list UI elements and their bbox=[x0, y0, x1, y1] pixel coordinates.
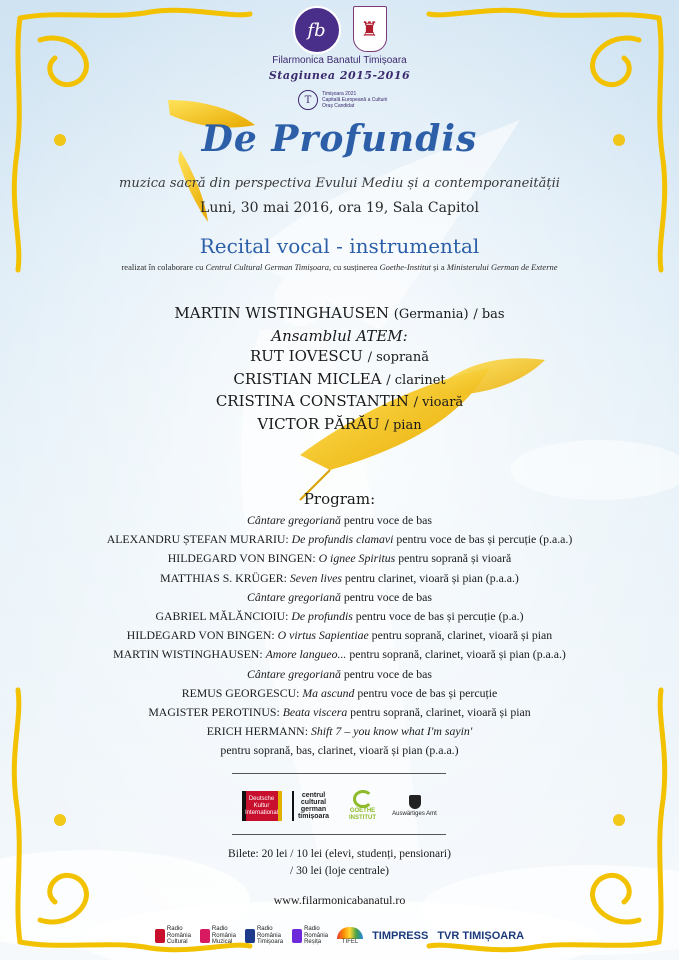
program-item bbox=[0, 607, 679, 626]
piece-scoring: pentru voce de bas bbox=[340, 589, 432, 604]
program-item bbox=[0, 569, 679, 588]
radio-line: România bbox=[211, 932, 236, 939]
collab-partner: Ministerului German de Externe bbox=[446, 262, 558, 272]
goethe-ring-icon bbox=[353, 790, 373, 808]
collab-partner: Centrul Cultural German Timișoara bbox=[205, 262, 329, 272]
program-item bbox=[0, 549, 679, 568]
performer-name: MARTIN WISTINGHAUSEN bbox=[174, 304, 389, 322]
radio-line: Radio bbox=[304, 926, 320, 933]
ccgt-logo bbox=[292, 791, 334, 821]
radio-line: Cultural bbox=[166, 939, 188, 946]
piece-scoring: pentru soprană, clarinet, vioară și pian bbox=[368, 628, 553, 643]
timisoara-2021-logo bbox=[298, 83, 408, 117]
website-link[interactable]: www.filarmonicabanatul.ro bbox=[273, 893, 406, 907]
radio-line: Radio bbox=[211, 926, 228, 933]
aa-text: Auswärtiges Amt bbox=[392, 810, 437, 817]
performer-name: VICTOR PĂRĂU bbox=[257, 414, 380, 433]
auswaertiges-amt-logo bbox=[392, 791, 438, 821]
city-crest-icon bbox=[353, 6, 387, 52]
piece-scoring: pentru clarinet, vioară și pian (p.a.a.) bbox=[341, 570, 519, 585]
piece-scoring: pentru voce de bas și percuție (p.a.a.) bbox=[393, 532, 573, 547]
goethe-line: GOETHE bbox=[349, 808, 376, 814]
composer: MARTIN WISTINGHAUSEN: bbox=[113, 647, 266, 662]
composer: ALEXANDRU ȘTEFAN MURARIU: bbox=[106, 532, 292, 547]
radio-line: România bbox=[256, 932, 281, 939]
timisoara-mark-icon: T bbox=[298, 90, 318, 110]
piece-title: Ma ascund bbox=[302, 685, 355, 700]
collaboration-note bbox=[0, 262, 679, 272]
radio-icon bbox=[292, 929, 302, 943]
goethe-logo bbox=[344, 790, 382, 822]
piece-scoring: pentru soprană și vioară bbox=[395, 551, 512, 566]
piece-title: De profundis clamavi bbox=[291, 532, 394, 547]
tm-line-2: Capitală Europeană a Culturii bbox=[322, 97, 388, 103]
performer-role: / soprană bbox=[367, 350, 430, 365]
divider bbox=[232, 834, 446, 835]
piece-title: De profundis bbox=[291, 609, 353, 624]
piece-scoring: pentru soprană, clarinet, vioară și pian bbox=[347, 705, 531, 720]
performer-name: CRISTINA CONSTANTIN bbox=[215, 392, 409, 410]
performer-role: / vioară bbox=[413, 395, 464, 410]
composer: HILDEGARD VON BINGEN: bbox=[167, 551, 319, 566]
program-item-continued: pentru soprană, bas, clarinet, vioară și pian (p.a.a.) bbox=[220, 743, 459, 758]
performer-name: CRISTIAN MICLEA bbox=[233, 369, 382, 388]
radio-line: Muzical bbox=[211, 939, 233, 946]
event-subtitle: muzica sacră din perspectiva Evului Mediu și a contemporaneității bbox=[119, 176, 560, 191]
piece-title: Beata viscera bbox=[282, 705, 348, 720]
program-item bbox=[0, 665, 679, 684]
composer: ERICH HERMANN: bbox=[206, 724, 311, 739]
piece-scoring: pentru soprană, clarinet, vioară și pian (p.a.a.) bbox=[346, 647, 566, 662]
performer-role: / clarinet bbox=[386, 372, 446, 388]
piece-scoring: pentru voce de bas și percuție (p.a.) bbox=[352, 609, 524, 624]
composer: HILDEGARD VON BINGEN: bbox=[126, 628, 278, 643]
event-title: De Profundis bbox=[201, 118, 478, 160]
ccgt-line: german bbox=[300, 806, 327, 813]
media-partners bbox=[0, 925, 679, 947]
piece-title: O virtus Sapientiae bbox=[277, 628, 369, 643]
radio-romania-timisoara-logo bbox=[245, 926, 283, 946]
collab-text: și a bbox=[430, 262, 447, 272]
piece-scoring: pentru voce de bas bbox=[340, 513, 432, 527]
logo-glyph: fb bbox=[307, 19, 326, 41]
sponsor-logos bbox=[0, 785, 679, 827]
composer: MAGISTER PEROTINUS: bbox=[148, 705, 283, 720]
ticket-prices bbox=[0, 846, 679, 880]
org-name: Filarmonica Banatul Timișoara bbox=[272, 55, 407, 66]
ticket-line: / 30 lei (loje centrale) bbox=[290, 865, 389, 877]
program-item bbox=[0, 588, 679, 607]
radio-line: Reșița bbox=[304, 939, 322, 946]
piece-title: Seven lives bbox=[289, 570, 342, 585]
performer bbox=[0, 391, 679, 414]
piece-title: Cântare gregoriană bbox=[247, 589, 341, 604]
performer-country: (Germania) bbox=[393, 307, 469, 322]
crest-glyph: ♜ bbox=[360, 17, 379, 41]
piece-scoring: pentru voce de bas bbox=[340, 666, 432, 681]
piece-title: Cântare gregoriană bbox=[247, 666, 341, 681]
radio-line: România bbox=[166, 932, 191, 939]
performer-role: / bas bbox=[473, 307, 505, 322]
radio-line: Timișoara bbox=[256, 939, 284, 946]
radio-line: Radio bbox=[256, 926, 273, 933]
composer: MATTHIAS S. KRÜGER: bbox=[160, 570, 290, 585]
radio-romania-cultural-logo bbox=[155, 926, 191, 946]
divider bbox=[232, 773, 446, 774]
radio-icon bbox=[200, 929, 210, 943]
composer: GABRIEL MĂLĂNCIOIU: bbox=[155, 609, 292, 624]
performer bbox=[0, 369, 679, 392]
performer bbox=[0, 414, 679, 437]
collab-text: , cu susținerea bbox=[329, 262, 380, 272]
performers-list bbox=[0, 303, 679, 436]
rainbow-icon bbox=[337, 927, 363, 939]
tvr-timisoara-logo: TVR TIMIȘOARA bbox=[437, 930, 525, 942]
radio-line: Radio bbox=[166, 926, 183, 933]
radio-romania-resita-logo bbox=[292, 926, 328, 946]
piece-title: O ignee Spiritus bbox=[318, 551, 396, 566]
eagle-icon bbox=[409, 795, 421, 809]
radio-romania-muzical-logo bbox=[200, 926, 236, 946]
ccgt-line: cultural bbox=[300, 799, 327, 806]
filarmonica-logo bbox=[293, 6, 341, 54]
recital-heading: Recital vocal - instrumental bbox=[199, 234, 480, 258]
season-label: Stagiunea 2015-2016 bbox=[268, 69, 411, 82]
ccgt-line: centrul bbox=[301, 792, 326, 799]
piece-scoring: pentru voce de bas și percuție bbox=[354, 685, 498, 700]
performer-role: / pian bbox=[384, 417, 422, 433]
goethe-line: INSTITUT bbox=[349, 815, 376, 821]
composer: REMUS GEORGESCU: bbox=[181, 685, 303, 700]
program-label: Program: bbox=[303, 490, 376, 508]
ensemble-name: Ansamblul ATEM: bbox=[271, 326, 408, 345]
ticket-line: Bilete: 20 lei / 10 lei (elevi, studenți, pensionari) bbox=[228, 848, 451, 860]
program-item bbox=[0, 703, 679, 722]
piece-title: Amore langueo... bbox=[265, 647, 347, 662]
radio-icon bbox=[245, 929, 255, 943]
tm-line-1: Timișoara 2021 bbox=[322, 91, 357, 97]
program-item bbox=[0, 511, 679, 530]
program-item bbox=[0, 626, 679, 645]
program-item bbox=[0, 645, 679, 664]
program-item bbox=[0, 684, 679, 703]
piece-title: Shift 7 – you know what I'm sayin' bbox=[310, 724, 473, 739]
piece-title: Cântare gregoriană bbox=[247, 513, 341, 527]
program-list bbox=[0, 511, 679, 761]
performer bbox=[0, 303, 679, 326]
radio-icon bbox=[155, 929, 165, 943]
kultur-text: Deutsche Kultur International bbox=[244, 795, 279, 816]
kultur-logo bbox=[242, 791, 282, 821]
radio-line: România bbox=[304, 932, 329, 939]
program-item bbox=[0, 722, 679, 741]
performer bbox=[0, 346, 679, 369]
collab-text: realizat în colaborare cu bbox=[121, 262, 206, 272]
timpress-logo: TIMPRESS bbox=[372, 930, 429, 942]
ccgt-line: timișoara bbox=[297, 813, 330, 820]
collab-partner: Goethe-Institut bbox=[379, 262, 431, 272]
performer-name: RUT IOVESCU bbox=[249, 347, 363, 365]
tm-line-3: Oraș Candidat bbox=[322, 103, 355, 109]
tifel-logo bbox=[337, 927, 363, 945]
tifel-text: TIFEL bbox=[341, 939, 359, 945]
event-datetime: Luni, 30 mai 2016, ora 19, Sala Capitol bbox=[200, 200, 479, 216]
timisoara-2021-text bbox=[322, 91, 387, 109]
program-item bbox=[0, 530, 679, 549]
